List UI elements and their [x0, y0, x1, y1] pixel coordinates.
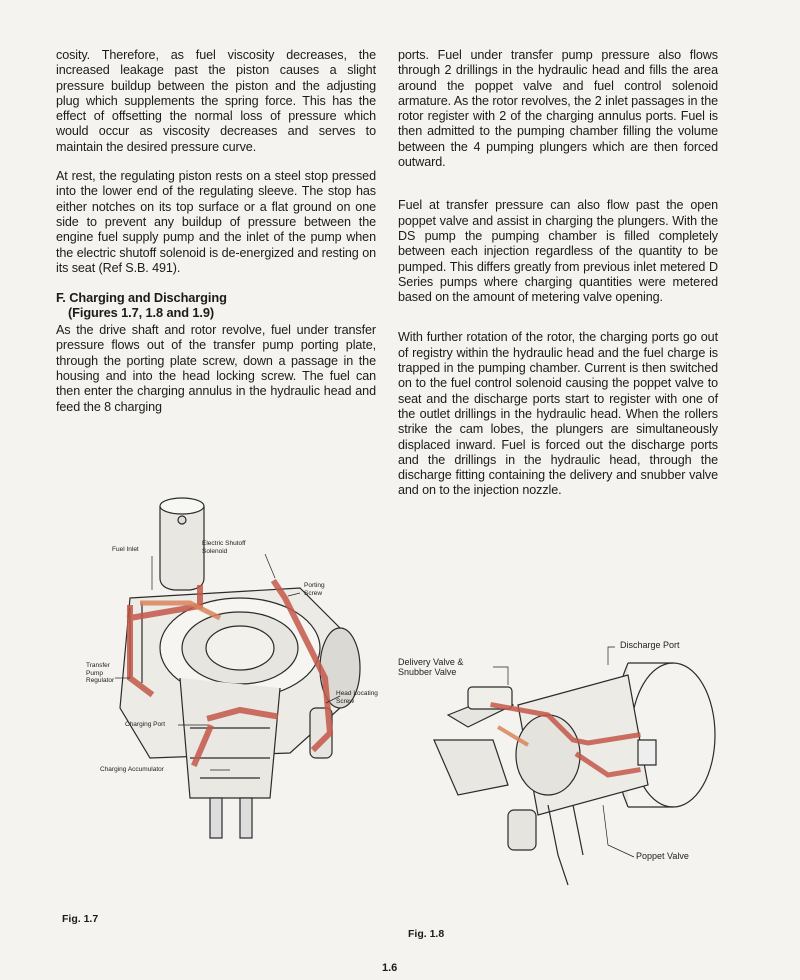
section-heading: F. Charging and Discharging	[56, 290, 227, 306]
callout-fuel-inlet: Fuel Inlet	[112, 546, 139, 553]
figure-label: Fig. 1.7	[62, 913, 99, 925]
body-paragraph: ports. Fuel under transfer pump pressure also flows through 2 drillings in the hydraulic head and fills the area around the poppet valve and fuel control solenoid armature. As the rotor revolves, the 2 inlet passages in the rotor register with 2 of the charging annulus ports. Fuel is then admitted to the pumping chamber filling the volume between the 4 pumping plungers which are then forced outward.	[398, 48, 718, 170]
figure-1-8	[398, 635, 728, 895]
section-subheading: (Figures 1.7, 1.8 and 1.9)	[68, 305, 215, 321]
callout-porting-screw: Porting Screw	[304, 582, 325, 597]
body-paragraph: As the drive shaft and rotor revolve, fuel under transfer pressure flows out of the transfer pump porting plate, through the porting plate screw, down a passage in the housing and into the head locking screw. The fuel can then enter the charging annulus in the hydraulic head and feed the 8 charging	[56, 323, 376, 414]
callout-charging-port: Charging Port	[125, 721, 166, 728]
callout-head-locating-screw: Head Locating Screw	[336, 690, 378, 705]
right-column	[398, 48, 718, 513]
callout-delivery-snubber-valve: Delivery Valve & Snubber Valve	[398, 657, 464, 677]
callout-transfer-pump-regulator: Transfer Pump Regulator	[86, 662, 115, 684]
body-paragraph: cosity. Therefore, as fuel viscosity decreases, the increased leakage past the piston causes a slight pressure buildup between the piston and the adjusting plug which supplements the spring force. This has the effect of offsetting the normal loss of pressure which would occur as viscosity decreases and serves to maintain the desired pressure curve.	[56, 48, 376, 154]
figure-label: Fig. 1.8	[408, 928, 445, 940]
callout-discharge-port: Discharge Port	[620, 640, 680, 650]
callout-charging-accumulator: Charging Accumulator	[100, 766, 164, 773]
page-number: 1.6	[382, 962, 398, 974]
body-paragraph: Fuel at transfer pressure can also flow past the open poppet valve and assist in charging the plungers. With the DS pump the pumping chamber is filled completely between each injection regardless of the quantity to be pumped. This differs greatly from previous inlet metered D Series pumps where charging quantities were metered based on the amount of metering valve opening.	[398, 198, 718, 305]
body-paragraph: With further rotation of the rotor, the charging ports go out of registry within the hydraulic head and the fuel charge is trapped in the pumping chamber. Current is then switched on to the fuel control solenoid causing the poppet valve to seat and the discharge ports start to register with one of the outlet drillings in the hydraulic head. When the rollers strike the cam lobes, the plungers are simultaneously displaced inward. Fuel is forced out the discharge ports and the drillings in the hydraulic head, through the discharge fitting containing the delivery and snubber valve and on to the injection nozzle.	[398, 330, 718, 498]
callout-poppet-valve: Poppet Valve	[636, 851, 689, 861]
figure-1-7	[86, 478, 390, 878]
left-column	[56, 48, 376, 429]
pump-cutaway-illustration	[90, 478, 390, 878]
callout-shutoff-solenoid: Electric Shutoff Solenoid	[202, 540, 246, 555]
body-paragraph: At rest, the regulating piston rests on a steel stop pressed into the lower end of the regulating sleeve. The stop has either notches on its top surface or a flat ground on one side to prevent any buildup of pressure between the engine fuel supply pump and the inlet of the pump when the electric shutoff solenoid is de-energized and resting on its seat (Ref S.B. 491).	[56, 169, 376, 275]
